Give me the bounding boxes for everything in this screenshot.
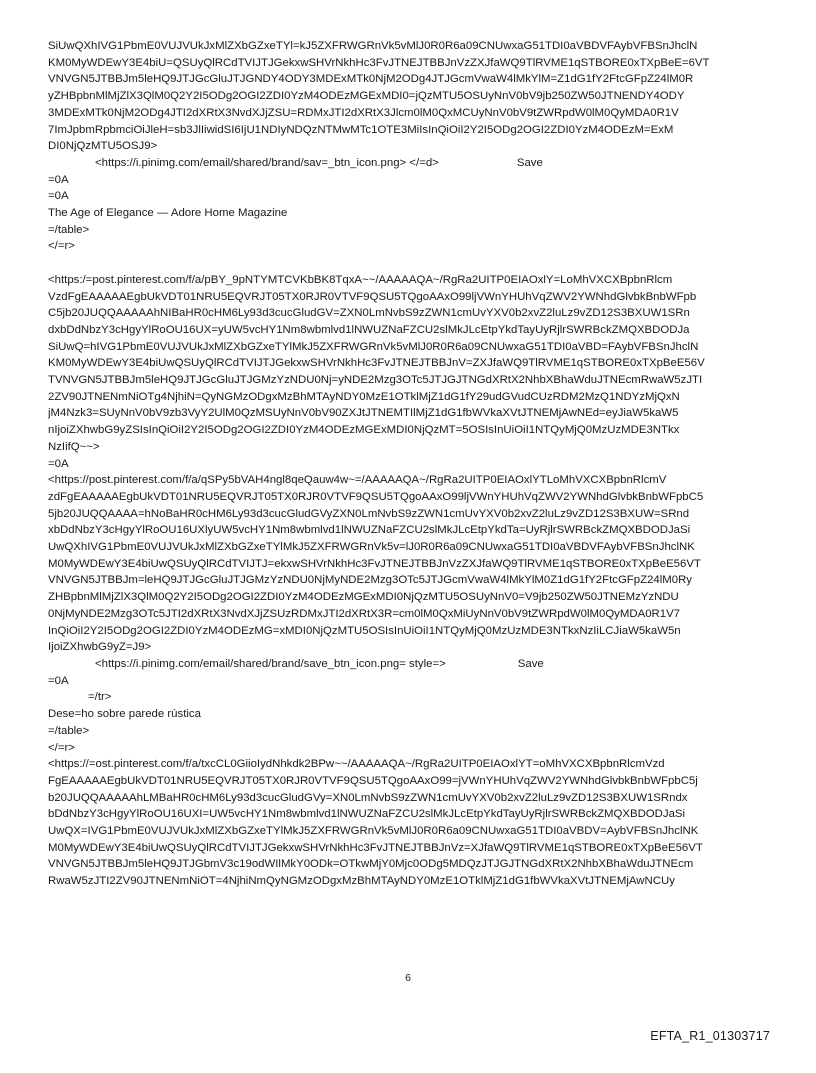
encoded-line: nIjoiZXhwbG9yZSIsInQiOiI2Y2I5ODg2OGI2ZDI0YzM4ODEzMGExMDI0NjQzMT=5OSIsInUiOiI1NTQyMjQ0MzUzMDE3NTkx [48,424,680,437]
encoded-line: KM0MyWDEwY3E4biUwQSUyQlRCdTVIJTJGekxwSHVrNkhHc3FvJTNEJTBBJnV=ZXJfaWQ9TlRVME1qSTBORE0xTXpBeE56V [48,357,705,370]
save-label: Save [517,658,544,670]
encoded-line: KM0MyWDEwY3E4biU=QSUyQlRCdTVIJTJGekxwSHVrNkhHc3FvJTNEJTBBJnVzZXJfaWQ9TlRVME1qSTBORE0xTXpBeE=6VT [48,56,710,69]
text-line [48,689,772,706]
encoded-line: 2ZV90JTNENmNiOTg4NjhiN=QyNGMzODgxMzBhMTAyNDY0MzE1OTklMjZ1dG1fY29udGVudCUzRDM2MzQ1NDYzMjQxN [48,390,680,403]
encoded-line: IjoiZXhwbG9yZ=J9> [48,641,152,654]
encoded-line: VNVGN5JTBBJm5leHQ9JTJGbmV3c19odWIlMkY0ODk=OTkwMjY0Mjc0ODg5MDQzJTJGJTNGdXRtX2NhbXBhaWduJTNEcm [48,858,694,871]
encoded-line: C5jb20JUQQAAAAAhNIBaHR0cHM6Ly93d3cucGludGV=ZXN0LmNvbS9zZWN1cmUvYXV0b2xvZ2luLz9vZD12S3BXUW1SRn [48,307,690,320]
encoded-line: FgEAAAAAEgbUkVDT01NRU5EQVRJT05TX0RJR0VTVF9QSU5TQgoAAxO99=jVWnYHUhVqZWV2YWNhdGlvbkBnbWFpbC5j [48,774,698,787]
encoded-line: VNVGN5JTBBJm5leHQ9JTJGcGluJTJGNDY4ODY3MDExMTk0NjM2ODg4JTJGcmVwaW4lMkYlM=Z1dG1fY2FtcGFpZ24lM0R [48,73,694,86]
encoded-line: <https:/=post.pinterest.com/f/a/pBY_9pNTYMTCVKbBK8TqxA~~/AAAAAQA~/RgRa2UITP0EIAOxlY=LoMhVXCXBpbnRlcm [48,273,673,286]
text-line: =/table> [48,223,90,236]
save-label: Save [516,156,543,169]
encoded-line: yZHBpbnMlMjZlX3QlM0Q2Y2I5ODg2OGI2ZDI0YzM4ODEzMGExMDI0=jQzMTU5OSUyNnV0bV9jb250ZW50JTNENDY4ODY [48,90,685,103]
tr-close: =/tr> [88,691,112,704]
encoded-line: VNVGN5JTBBJm=leHQ9JTJGcGluJTJGMzYzNDU0NjMyNDE2Mzg3OTc5JTJGcmVwaW4lMkYlM0Z1dG1fY2FtcGFpZ24lM0Ry [48,574,692,587]
encoded-line: xbDdNbzY3cHgyYlRoOU16UXlyUW5vcHY1Nm8wbmlvd1lNWUZNaFZCU2slMkJLcEtpYkdTa=UyRjlrSWRBckZMQXBDODJaSi [48,524,691,537]
link-block-3 [48,472,772,756]
encoded-line: 0NjMyNDE2Mzg3OTc5JTI2dXRtX3NvdXJjZSUzRDMxJTI2dXRtX3R=cm0lM0QxMiUyNnV0bV9tZWRpdW0lM0QyMDA0R1V7 [48,607,681,620]
encoded-line: zdFgEAAAAAEgbUkVDT01NRU5EQVRJT05TX0RJR0VTVF9QSU5TQgoAAxO99ljVWnYHUhVqZWV2YWNhdGlvbkBnbWFpbC5 [48,490,704,503]
encoded-line: RwaW5zJTI2ZV90JTNENmNiOT=4NjhiNmQyNGMzODgxMzBhMTAyNDY0MzE1OTklMjZ1dG1fbWVkaXVtJTNEMjAwNCUy [48,875,675,888]
encoded-line: M0MyWDEwY3E4biUwQSUyQlRCdTVIJTJGekxwSHVrNkhHc3FvJTNEJTBBJnVz=XJfaWQ9TlRVME1qSTBORE0xTXpBeE56VT [48,841,703,854]
pin-title: Dese=ho sobre parede rústica [48,708,201,721]
text-line: </=r> [48,240,75,253]
encoded-line: <https://post.pinterest.com/f/a/qSPy5bVAH4ngl8qeQauw4w~=/AAAAAQA~/RgRa2UITP0EIAOxlYTLoMhVXCXBpbnRlcmV [48,474,667,487]
encoded-line: 7ImJpbmRpbmciOiJleH=sb3JlIiwidSI6IjU1NDIyNDQzNTMwMTc1OTE3MiIsInQiOiI2Y2I5ODg2OGI2ZDI0YzM4ODEzM=ExM [48,123,674,136]
document-id: EFTA_R1_01303717 [650,1029,770,1043]
save-image-row [48,155,772,172]
encoded-line: UwQX=IVG1PbmE0VUJVUkJxMlZXbGZxeTYlMkJ5ZXFRWGRnVk5vMlJ0R0R6a09CNUwxaG51TDI0aVBDV=AybVFBSnJhclNK [48,825,699,838]
encoded-line: ZHBpbnMlMjZlX3QlM0Q2Y2I5ODg2OGI2ZDI0YzM4ODEzMGExMDI0NjQzMTU5OSUyNnV0=V9jb250ZW50JTNEMzYzNDU [48,591,679,604]
link-block-1 [48,38,772,255]
encoded-line: UwQXhIVG1PbmE0VUJVUkJxMlZXbGZxeTYlMkJ5ZXFRWGRnVk5v=lJ0R0R6a09CNUwxaG51TDI0aVBDVFAybVFBSnJhclNK [48,541,695,554]
text-line: =0A [48,173,69,186]
image-reference: <https://i.pinimg.com/email/shared/brand/sav=_btn_icon.png> </=d> [95,156,439,169]
pin-title: The Age of Elegance — Adore Home Magazine [48,207,288,220]
encoded-line: VzdFgEAAAAAEgbUkVDT01NRU5EQVRJT05TX0RJR0VTVF9QSU5TQgoAAxO99ljVWnYHUhVqZWV2YWNhdGlvbkBnbWFpb [48,290,697,303]
encoded-line: <https://=ost.pinterest.com/f/a/txcCL0GiioIydNhkdk2BPw~~/AAAAAQA~/RgRa2UITP0EIAOxlYT=oMhVXCXBpbnRlcmVzd [48,758,665,771]
encoded-line: 3MDExMTk0NjM2ODg4JTI2dXRtX3NvdXJjZSU=RDMxJTI2dXRtX3Jlcm0lM0QxMCUyNnV0bV9tZWRpdW0lM0QyMDA0R1V [48,106,679,119]
encoded-line: DI0NjQzMTU5OSJ9> [48,140,158,153]
email-source-text [48,38,772,890]
text-line: =0A [48,674,69,687]
encoded-line: bDdNbzY3cHgyYlRoOU16UXI=UW5vcHY1Nm8wbmlvd1lNWUZNaFZCU2slMkJLcEtpYkdTayUyRjlrSWRBckZMQXBDODJaSi [48,808,686,821]
link-block-4 [48,756,772,890]
link-block-2 [48,272,772,472]
encoded-line: SiUwQXhIVG1PbmE0VUJVUkJxMlZXbGZxeTYl=kJ5ZXFRWGRnVk5vMlJ0R0R6a09CNUwxaG51TDI0aVBDVFAybVFBSnJhclN [48,40,698,52]
text-line: =0A [48,190,69,203]
encoded-line: InQiOiI2Y2I5ODg2OGI2ZDI0YzM4ODEzMG=xMDI0NjQzMTU5OSIsInUiOiI1NTQyMjQ0MzUzMDE3NTkxNzIiLCJiaW5kaW5n [48,624,681,637]
encoded-line: M0MyWDEwY3E4biUwQSUyQlRCdTVIJTJ=ekxwSHVrNkhHc3FvJTNEJTBBJnVzZXJfaWQ9TlRVME1qSTBORE0xTXpBeE56VT [48,557,701,570]
encoded-line: b20JUQQAAAAAhLMBaHR0cHM6Ly93d3cucGludGVy=XN0LmNvbS9zZWN1cmUvYXV0b2xvZ2luLz9vZD12S3BXUW1SRndx [48,791,688,804]
encoded-line: jM4Nzk3=SUyNnV0bV9zb3VyY2UlM0QzMSUyNnV0bV90ZXJtJTNEMTIlMjZ1dG1fbWVkaXVtJTNEMjAwNEd=eyJiaW5kaW5 [48,407,679,420]
save-image-row [48,656,772,673]
page-number: 6 [405,972,411,984]
text-line: </=r> [48,741,75,754]
encoded-line: 5jb20JUQQAAAA=hNoBaHR0cHM6Ly93d3cucGludGVyZXN0LmNvbS9zZWN1cmUvYXV0b2xvZ2luLz9vZD12S3BXUW=SRnd [48,507,690,520]
text-line: =/table> [48,724,90,737]
encoded-line: SiUwQ=hIVG1PbmE0VUJVUkJxMlZXbGZxeTYlMkJ5ZXFRWGRnVk5vMlJ0R0R6a09CNUwxaG51TDI0aVBD=FAybVFBSnJhclN [48,340,699,353]
encoded-line: TVNVGN5JTBBJm5leHQ9JTJGcGluJTJGMzYzNDU0Nj=yNDE2Mzg3OTc5JTJGJTNGdXRtX2NhbXBhaWduJTNEcmRwaW5zJTI [48,374,703,387]
image-reference: <https://i.pinimg.com/email/shared/brand/save_btn_icon.png= style=> [95,658,446,670]
encoded-line: dxbDdNbzY3cHgyYlRoOU16UX=yUW5vcHY1Nm8wbmlvd1lNWUZNaFZCU2slMkJLcEtpYkdTayUyRjlrSWRBckZMQXBDODJa [48,323,690,336]
text-line: =0A [48,457,69,470]
encoded-line: NzIifQ~~> [48,440,100,453]
